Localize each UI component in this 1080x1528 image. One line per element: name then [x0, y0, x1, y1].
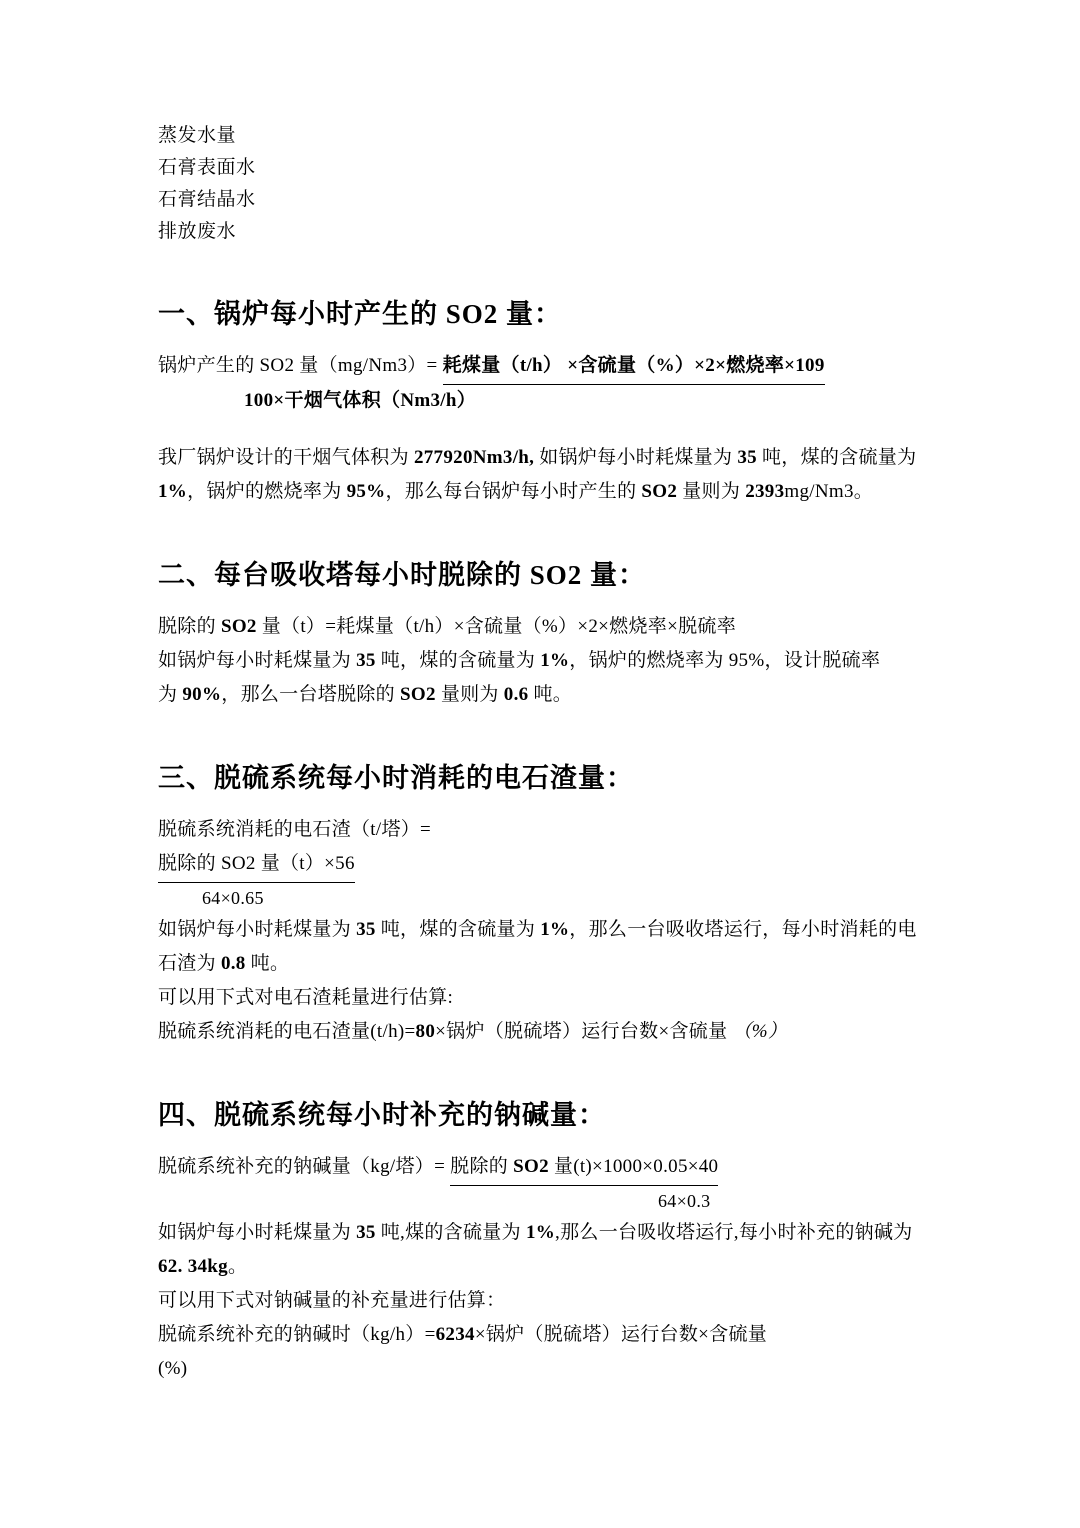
- note-lead-3: 可以用下式对电石渣耗量进行估算:: [158, 987, 454, 1008]
- paragraph-4: 如锅炉每小时耗煤量为 35 吨,煤的含硫量为 1%,那么一台吸收塔运行,每小时补充的钠碱为 62. 34kg。: [158, 1222, 913, 1277]
- formula-2: 脱除的 SO2 量（t）=耗煤量（t/h）×含硫量（%）×2×燃烧率×脱硫率: [158, 616, 736, 637]
- formula-3: [158, 847, 930, 913]
- formula-lead-1: 锅炉产生的 SO2 量（mg/Nm3）=: [158, 355, 438, 376]
- formula-4: [158, 1150, 930, 1216]
- section-heading-1: 一、锅炉每小时产生的 SO2 量：: [158, 299, 563, 329]
- list-item: 蒸发水量: [158, 125, 237, 146]
- list-item: 石膏表面水: [158, 157, 256, 178]
- list-item: 石膏结晶水: [158, 189, 256, 210]
- note-formula-3: 脱硫系统消耗的电石渣量(t/h)=80×锅炉（脱硫塔）运行台数×含硫量 （%）: [158, 1021, 788, 1042]
- formula-numerator-4: 脱除的 SO2 量(t)×1000×0.05×40: [450, 1150, 718, 1186]
- formula-denominator-1: 100×干烟气体积（Nm3/h）: [244, 390, 477, 411]
- formula-lead-4: 脱硫系统补充的钠碱量（kg/塔）=: [158, 1156, 446, 1177]
- note-formula-4-tail: (%): [158, 1358, 188, 1379]
- formula-numerator-1: 耗煤量（t/h） ×含硫量（%）×2×燃烧率×109: [443, 349, 825, 385]
- paragraph-2: 如锅炉每小时耗煤量为 35 吨，煤的含硫量为 1%，锅炉的燃烧率为 95%，设计脱硫率 为 90%，那么一台塔脱除的 SO2 量则为 0.6 吨。: [158, 650, 881, 705]
- paragraph-3: 如锅炉每小时耗煤量为 35 吨，煤的含硫量为 1%，那么一台吸收塔运行，每小时消耗的电 石渣为 0.8 吨。: [158, 919, 917, 974]
- intro-list: [158, 120, 930, 248]
- formula-numerator-3: 脱除的 SO2 量（t）×56: [158, 847, 355, 883]
- section-heading-2: 二、每台吸收塔每小时脱除的 SO2 量：: [158, 560, 647, 590]
- paragraph-1: 我厂锅炉设计的干烟气体积为 277920Nm3/h, 如锅炉每小时耗煤量为 35 吨，煤的含硫量为 1%，锅炉的燃烧率为 95%，那么每台锅炉每小时产生的 SO2 量则为 2393mg/Nm3。: [158, 447, 917, 502]
- formula-denominator-4: 64×0.3: [658, 1191, 711, 1211]
- note-formula-4: 脱硫系统补充的钠碱时（kg/h）=6234×锅炉（脱硫塔）运行台数×含硫量: [158, 1324, 768, 1345]
- formula-3-lead: 脱硫系统消耗的电石渣（t/塔）=: [158, 819, 432, 840]
- note-lead-4: 可以用下式对钠碱量的补充量进行估算：: [158, 1290, 506, 1311]
- section-heading-4: 四、脱硫系统每小时补充的钠碱量：: [158, 1100, 606, 1130]
- formula-denominator-3: 64×0.65: [202, 888, 264, 908]
- formula-1: [158, 349, 930, 417]
- list-item: 排放废水: [158, 221, 237, 242]
- section-heading-3: 三、脱硫系统每小时消耗的电石渣量：: [158, 763, 634, 793]
